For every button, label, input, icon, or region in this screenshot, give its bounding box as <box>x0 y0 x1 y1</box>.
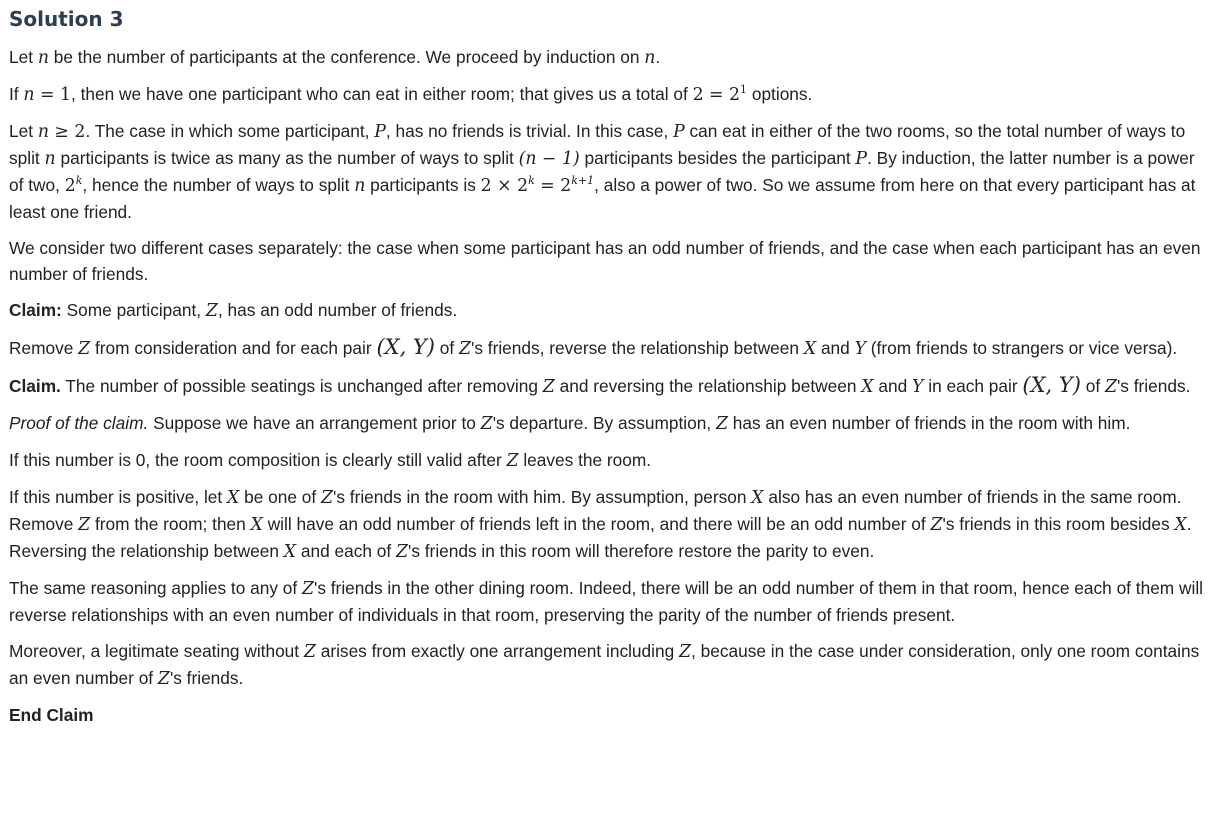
end-claim: End Claim <box>9 705 94 725</box>
paragraph-cases: We consider two different cases separately: the case when some participant has an odd number of friends, and the case when each participant has an even number of friends. <box>9 238 1201 284</box>
paragraph-proof: Proof of the claim. Suppose we have an arrangement prior to Z's departure. By assumption, Z has an even number of friends in the room with him. <box>9 413 1131 434</box>
paragraph-remove-z: Remove Z from consideration and for each pair (X, Y) of Z's friends, reverse the relationship between X and Y (from friends to strangers or vice versa). <box>9 335 1178 359</box>
paragraph-zero-case: If this number is 0, the room composition is clearly still valid after Z leaves the room. <box>9 450 652 471</box>
solution-title: Solution 3 <box>9 7 124 31</box>
paragraph-claim-odd: Claim: Some participant, Z, has an odd number of friends. <box>9 300 458 321</box>
paragraph-positive-case: If this number is positive, let X be one of Z's friends in the room with him. By assumption, person X also has an even number of friends in the same room. Remove Z from the room; then X will have an odd number of friends left in the room, and there will be an odd number of Z's friends in this room besides X. Reversing the relationship between X and each of Z's friends in this room will therefore restore the parity to even. <box>9 487 1192 562</box>
paragraph-other-room: The same reasoning applies to any of Z's friends in the other dining room. Indeed, there will be an odd number of them in that room, hence each of them will reverse relationships with an even number of individuals in that room, preserving the parity of the number of friends present. <box>9 578 1203 625</box>
claim-label: Claim: <box>9 300 62 320</box>
paragraph-claim-seatings: Claim. The number of possible seatings is unchanged after removing Z and reversing the relationship between X and Y in each pair (X, Y) of Z's friends. <box>9 373 1191 397</box>
paragraph-intro: Let n be the number of participants at the conference. We proceed by induction on n. <box>9 47 661 68</box>
paragraph-trivial-case: Let n ≥ 2. The case in which some participant, P, has no friends is trivial. In this case, P can eat in either of the two rooms, so the total number of ways to split n participants is twice as many as the number of ways to split (n − 1) participants besides the participant P. By induction, the latter number is a power of two, 2$^k$, hence the number of ways to split n participants is $2 \times 2^k = 2^{k+1}$, also a power of two. So we assume from here on that every participant has at least one friend. <box>9 121 1196 222</box>
claim-label: Claim. <box>9 376 61 396</box>
paragraph-legitimate-seating: Moreover, a legitimate seating without Z arises from exactly one arrangement including Z, because in the case under consideration, only one room contains an even number of Z's friends. <box>9 641 1200 689</box>
paragraph-base-case: If n = 1, then we have one participant who can eat in either room; that gives us a total of $2 = 2^1$ options. <box>9 83 813 105</box>
proof-label: Proof of the claim. <box>9 413 149 433</box>
